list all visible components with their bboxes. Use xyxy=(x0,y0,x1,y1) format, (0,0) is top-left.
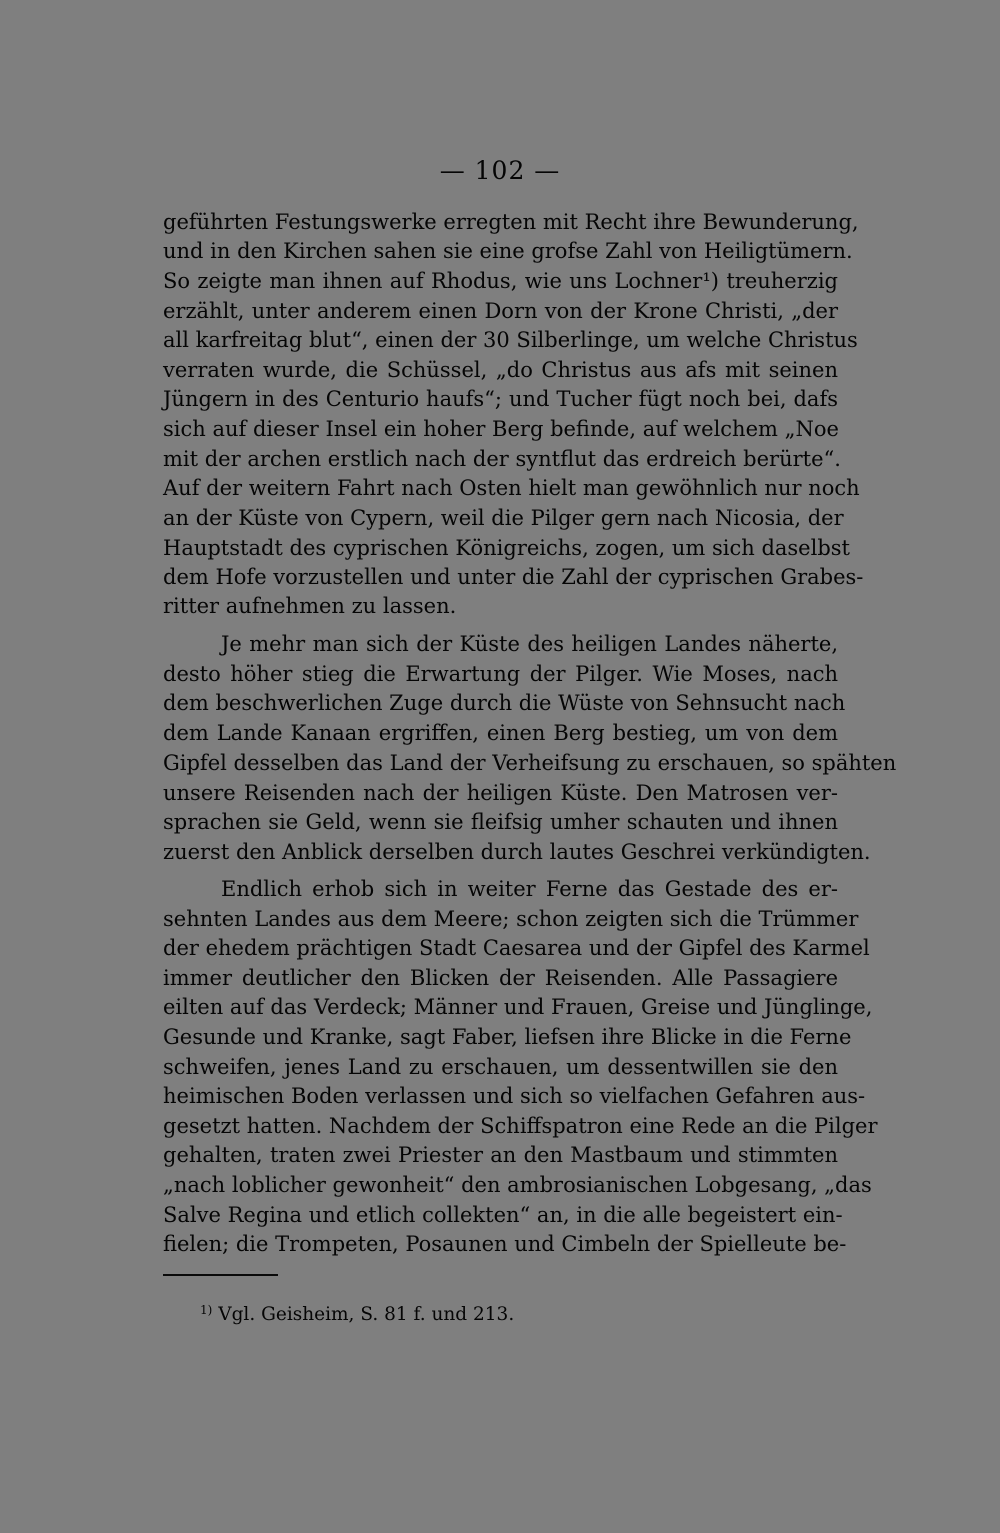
text-line: „nach loblicher gewonheit“ den ambrosianischen Lobgesang, „das xyxy=(163,1173,872,1197)
text-line: sich auf dieser Insel ein hoher Berg befinde, auf welchem „Noe xyxy=(163,417,839,441)
text-line: dem Hofe vorzustellen und unter die Zahl der cyprischen Grabes- xyxy=(163,565,864,589)
text-line: dem beschwerlichen Zuge durch die Wüste von Sehnsucht nach xyxy=(163,691,846,715)
text-line: fielen; die Trompeten, Posaunen und Cimbeln der Spielleute be- xyxy=(163,1232,847,1256)
text-line: der ehedem prächtigen Stadt Caesarea und der Gipfel des Karmel xyxy=(163,936,870,960)
text-line: eilten auf das Verdeck; Männer und Frauen, Greise und Jünglinge, xyxy=(163,995,873,1019)
text-line: desto höher stieg die Erwartung der Pilger. Wie Moses, nach xyxy=(163,662,838,686)
text-line: gesetzt hatten. Nachdem der Schiffspatron eine Rede an die Pilger xyxy=(163,1114,878,1138)
text-line: an der Küste von Cypern, weil die Pilger gern nach Nicosia, der xyxy=(163,506,844,530)
text-line: all karfreitag blut“, einen der 30 Silberlinge, um welche Christus xyxy=(163,328,858,352)
text-line: Jüngern in des Centurio haufs“; und Tucher fügt noch bei, dafs xyxy=(163,387,838,411)
text-line: sehnten Landes aus dem Meere; schon zeigten sich die Trümmer xyxy=(163,907,859,931)
footnote-marker: 1) xyxy=(200,1303,213,1317)
text-line: Gesunde und Kranke, sagt Faber, liefsen ihre Blicke in die Ferne xyxy=(163,1025,852,1049)
text-line: Endlich erhob sich in weiter Ferne das Gestade des er- xyxy=(221,877,838,901)
text-line: dem Lande Kanaan ergriffen, einen Berg bestieg, um von dem xyxy=(163,721,838,745)
text-line: immer deutlicher den Blicken der Reisenden. Alle Passagiere xyxy=(163,966,838,990)
text-line: Auf der weitern Fahrt nach Osten hielt man gewöhnlich nur noch xyxy=(163,476,860,500)
text-line: Hauptstadt des cyprischen Königreichs, zogen, um sich daselbst xyxy=(163,536,850,560)
text-line: heimischen Boden verlassen und sich so vielfachen Gefahren aus- xyxy=(163,1084,866,1108)
text-line: verraten wurde, die Schüssel, „do Christus aus afs mit seinen xyxy=(163,358,838,382)
text-line: geführten Festungswerke erregten mit Recht ihre Bewunderung, xyxy=(163,210,859,234)
text-line: So zeigte man ihnen auf Rhodus, wie uns Lochner¹) treuherzig xyxy=(163,269,838,293)
page-number: — 102 — xyxy=(439,156,561,185)
text-line: und in den Kirchen sahen sie eine grofse Zahl von Heiligtümern. xyxy=(163,239,853,263)
text-line: erzählt, unter anderem einen Dorn von der Krone Christi, „der xyxy=(163,299,838,323)
text-line: Je mehr man sich der Küste des heiligen Landes näherte, xyxy=(221,632,838,656)
footnote-divider xyxy=(163,1274,278,1276)
text-line: schweifen, jenes Land zu erschauen, um dessentwillen sie den xyxy=(163,1055,838,1079)
footnote-text: Vgl. Geisheim, S. 81 f. und 213. xyxy=(218,1304,515,1325)
text-line: sprachen sie Geld, wenn sie fleifsig umher schauten und ihnen xyxy=(163,810,838,834)
text-line: unsere Reisenden nach der heiligen Küste. Den Matrosen ver- xyxy=(163,781,838,805)
text-line: mit der archen erstlich nach der syntflut das erdreich berürte“. xyxy=(163,447,841,471)
text-line: gehalten, traten zwei Priester an den Mastbaum und stimmten xyxy=(163,1143,838,1167)
text-line: zuerst den Anblick derselben durch lautes Geschrei verkündigten. xyxy=(163,840,871,864)
footnote xyxy=(200,1297,514,1328)
text-line: Gipfel desselben das Land der Verheifsung zu erschauen, so spähten xyxy=(163,751,897,775)
text-line: ritter aufnehmen zu lassen. xyxy=(163,594,457,618)
text-line: Salve Regina und etlich collekten“ an, in die alle begeistert ein- xyxy=(163,1203,843,1227)
